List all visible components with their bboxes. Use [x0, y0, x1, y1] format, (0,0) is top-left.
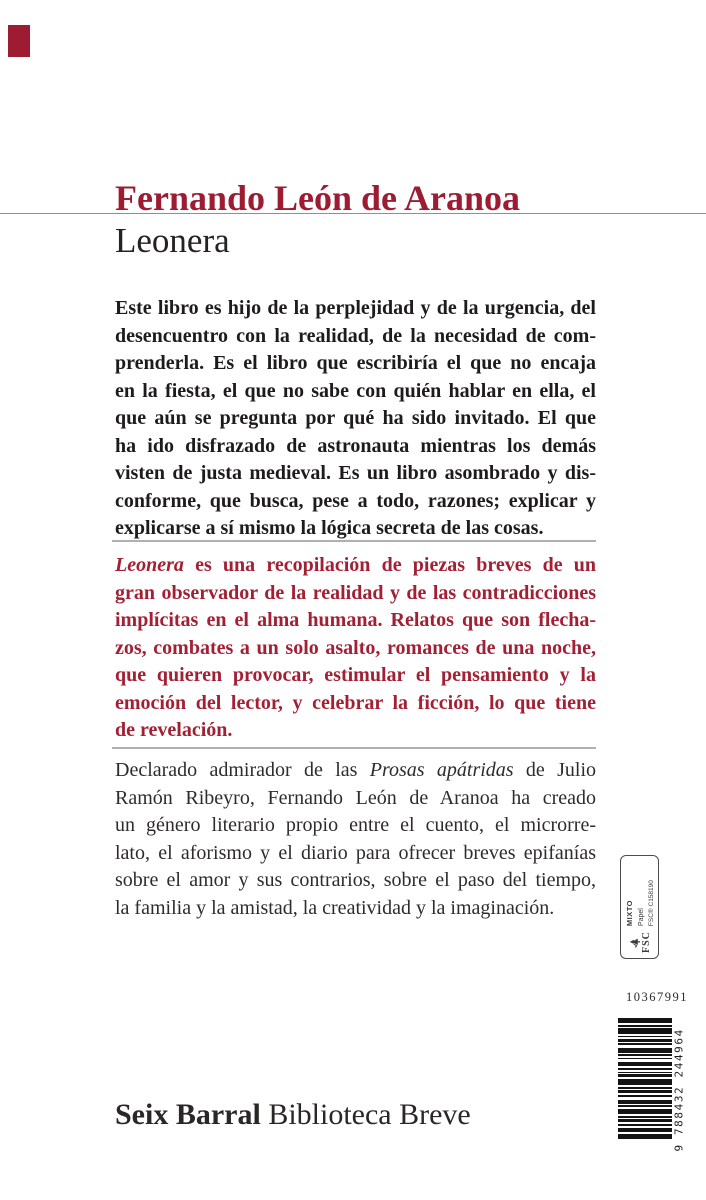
bio-paragraph [115, 757, 596, 922]
highlight-line: que quieren provocar, estimular el pensamiento y la [115, 664, 596, 686]
fsc-certification-label [620, 855, 659, 959]
bio-line: un género literario propio entre el cuento, el microrre- [115, 814, 596, 836]
fsc-type-label: MIXTO [624, 899, 634, 927]
fsc-wordmark: FSC [640, 931, 651, 953]
barcode-bars [618, 1018, 672, 1139]
fsc-logo [628, 931, 651, 953]
fsc-tree-icon [628, 936, 641, 949]
highlight-line-rest: es una recopilación de piezas breves de un [183, 554, 596, 576]
synopsis-line: que aún se pregunta por qué ha sido invitado. El que [115, 407, 596, 429]
synopsis-line: Este libro es hijo de la perplejidad y de la urgencia, del [115, 297, 596, 319]
fsc-material-label: Papel [637, 908, 644, 927]
collection-name: Biblioteca Breve [268, 1098, 471, 1131]
book-title: Leonera [115, 221, 230, 260]
barcode-isbn-digits: 9 788432 244964 [672, 1028, 686, 1152]
synopsis-line: desencuentro con la realidad, de la necesidad de com- [115, 324, 596, 347]
highlight-line: zos, combates a un solo asalto, romances de una noche, [115, 636, 596, 659]
bio-line-post: de Julio [513, 759, 596, 781]
publisher-line [115, 1098, 471, 1132]
highlight-line [115, 552, 596, 580]
synopsis-line: conforme, que busca, pese a todo, razones; explicar y [115, 489, 596, 512]
author-name: Fernando León de Aranoa [115, 178, 521, 218]
publisher-name: Seix Barral [115, 1098, 261, 1131]
bio-work-italic: Prosas apátridas [369, 759, 514, 781]
bio-line: sobre el amor y sus contrarios, sobre el paso del tiempo, [115, 869, 596, 891]
synopsis-line: ha ido disfrazado de astronauta mientras los demás [115, 434, 596, 457]
highlight-title-italic: Leonera [115, 554, 184, 576]
print-code-number: 10367991 [626, 990, 688, 1004]
synopsis-line: en la fiesta, el que no sabe con quién hablar en ella, el [115, 379, 596, 402]
divider-rule-top [112, 540, 596, 542]
highlight-line: gran observador de la realidad y de las contradicciones [115, 581, 596, 604]
highlight-line: emoción del lector, y celebrar la ficción, lo que tiene [115, 691, 596, 714]
highlight-paragraph [115, 552, 596, 745]
bio-line [115, 757, 596, 785]
bio-line-pre: Declarado admirador de las [115, 759, 370, 781]
fsc-text-block [625, 880, 655, 926]
bio-line: lato, el aforismo y el diario para ofrecer breves epifanías [115, 841, 596, 864]
synopsis-line: visten de justa medieval. Es un libro asombrado y dis- [115, 462, 596, 484]
synopsis-paragraph [115, 295, 596, 543]
highlight-line: implícitas en el alma humana. Relatos que son flecha- [115, 609, 596, 631]
fsc-license-code: FSC® C158190 [647, 880, 655, 927]
barcode-bar [618, 1134, 672, 1139]
highlight-line: de revelación. [115, 719, 233, 741]
spine-red-mark [8, 25, 30, 57]
divider-rule-bottom [112, 747, 596, 749]
synopsis-line: prenderla. Es el libro que escribiría el que no encaja [115, 352, 596, 374]
bio-line: Ramón Ribeyro, Fernando León de Aranoa ha creado [115, 786, 596, 809]
bio-line: la familia y la amistad, la creatividad y la imaginación. [115, 896, 555, 919]
synopsis-line: explicarse a sí mismo la lógica secreta de las cosas. [115, 517, 544, 539]
fsc-label-content [623, 859, 657, 955]
